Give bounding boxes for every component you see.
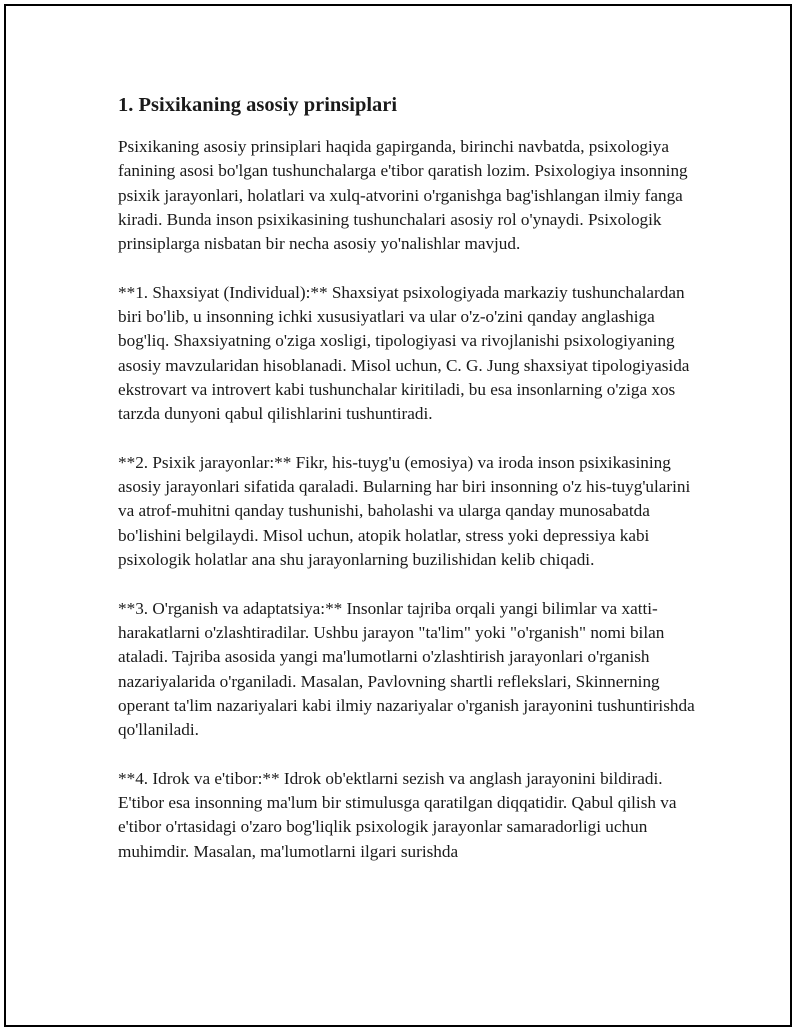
document-body: [118, 92, 698, 888]
page-title: 1. Psixikaning asosiy prinsiplari: [118, 94, 398, 116]
paragraph-learning-adaptation: **3. O'rganish va adaptatsiya:** Insonlar tajriba orqali yangi bilimlar va xatti-harakatlarni o'zlashtiradilar. Ushbu jarayon "ta'lim" yoki "o'rganish" nomi bilan ataladi. Tajriba asosida yangi ma'lumotlarni o'zlashtirish jarayonlari o'rganish nazariyalarida o'rganiladi. Masalan, Pavlovning shartli reflekslari, Skinnerning operant ta'lim nazariyalari kabi ilmiy nazariyalar o'rganish jarayonini tushuntirishda qo'llaniladi.: [118, 598, 695, 740]
page-frame: [4, 4, 792, 1027]
paragraph-mental-processes: **2. Psixik jarayonlar:** Fikr, his-tuyg'u (emosiya) va iroda inson psixikasining asosiy jarayonlari sifatida qaraladi. Bularning har biri insonning o'z his-tuyg'ularini va atrof-muhitni qanday tushunishi, baholashi va ularga qanday munosabatda bo'lishini belgilaydi. Misol uchun, atopik holatlar, stress yoki depressiya kabi psixologik holatlar ana shu jarayonlarning buzilishidan kelib chiqadi.: [118, 452, 691, 570]
paragraph-perception-attention: **4. Idrok va e'tibor:** Idrok ob'ektlarni sezish va anglash jarayonini bildiradi. E'tibor esa insonning ma'lum bir stimulusga qaratilgan diqqatidir. Qabul qilish va e'tibor o'rtasidagi o'zaro bog'liqlik psixologik jarayonlar samaradorligi uchun muhimdir. Masalan, ma'lumotlarni ilgari surishda: [118, 768, 677, 861]
paragraph-personality: **1. Shaxsiyat (Individual):** Shaxsiyat psixologiyada markaziy tushunchalardan biri bo'lib, u insonning ichki xususiyatlari va ular o'z-o'zini qanday anglashiga bog'liq. Shaxsiyatning o'ziga xosligi, tipologiyasi va rivojlanishi psixologiyaning asosiy mavzularidan hisoblanadi. Misol uchun, C. G. Jung shaxsiyat tipologiyasida ekstrovart va introvert kabi tushunchalar kiritiladi, bu esa insonlarning o'ziga xos tarzda dunyoni qabul qilishlarini tushuntiradi.: [118, 282, 690, 424]
paragraph-intro: Psixikaning asosiy prinsiplari haqida gapirganda, birinchi navbatda, psixologiya fanining asosi bo'lgan tushunchalarga e'tibor qaratish lozim. Psixologiya insonning psixik jarayonlari, holatlari va xulq-atvorini o'rganishga bag'ishlangan ilmiy fanga kiradi. Bunda inson psixikasining tushunchalari asosiy rol o'ynaydi. Psixologik prinsiplarga nisbatan bir necha asosiy yo'nalishlar mavjud.: [118, 137, 688, 254]
